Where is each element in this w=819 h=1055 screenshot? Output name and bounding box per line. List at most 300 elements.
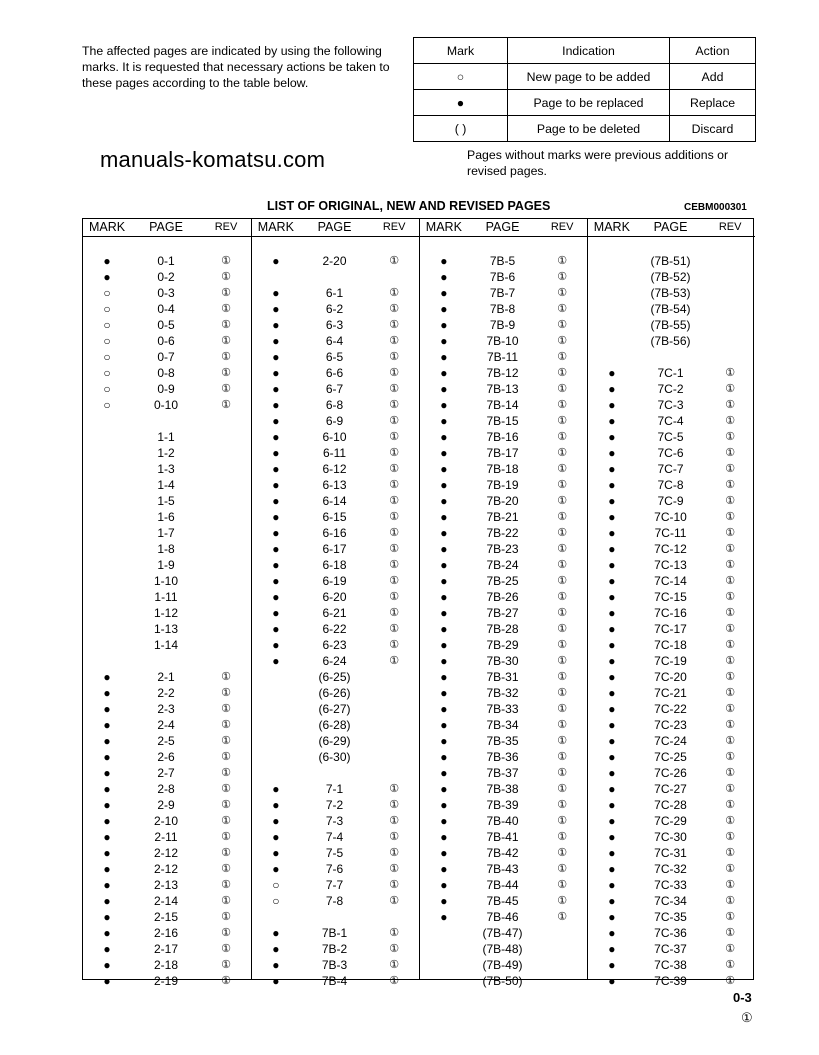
rev-cell: ① xyxy=(557,719,568,731)
mark-cell xyxy=(83,541,131,557)
page-cell: 7B-34 xyxy=(486,718,519,732)
mark-cell: ● xyxy=(608,414,616,428)
page-cell: (6-26) xyxy=(318,686,351,700)
rev-cell xyxy=(369,733,419,749)
mark-cell: ● xyxy=(608,734,616,748)
table-row xyxy=(420,365,587,381)
page-cell: 7B-42 xyxy=(486,846,519,860)
page-cell: 7C-17 xyxy=(654,622,687,636)
mark-cell xyxy=(83,653,131,669)
mark-cell: ● xyxy=(103,830,111,844)
mark-cell: ● xyxy=(272,606,280,620)
rev-cell: ① xyxy=(725,783,736,795)
page-cell: 6-17 xyxy=(322,542,347,556)
table-row xyxy=(588,749,755,765)
rev-cell: ① xyxy=(557,607,568,619)
mark-cell: ● xyxy=(608,750,616,764)
mark-cell: ● xyxy=(608,398,616,412)
page-cell: 7B-36 xyxy=(486,750,519,764)
table-row xyxy=(588,509,755,525)
page-cell: 1-9 xyxy=(157,558,175,572)
page-cell xyxy=(131,413,201,429)
rev-cell: ① xyxy=(725,527,736,539)
table-row xyxy=(420,285,587,301)
mark-cell: ● xyxy=(272,254,280,268)
mark-cell: ● xyxy=(608,894,616,908)
table-row xyxy=(83,461,251,477)
mark-cell: ● xyxy=(272,334,280,348)
table-row xyxy=(420,877,587,893)
header-mark: MARK xyxy=(257,220,294,234)
table-row xyxy=(420,397,587,413)
page-cell: 6-15 xyxy=(322,510,347,524)
rev-cell: ① xyxy=(725,415,736,427)
table-row xyxy=(83,317,251,333)
mark-cell: ○ xyxy=(103,302,111,316)
rev-cell: ① xyxy=(221,303,231,315)
page-cell: (7B-52) xyxy=(650,270,691,284)
rev-cell: ① xyxy=(557,303,568,315)
page-cell: 7B-31 xyxy=(486,670,519,684)
rev-cell: ① xyxy=(725,703,736,715)
rev-cell: ① xyxy=(725,815,736,827)
intro-text: The affected pages are indicated by using the following marks. It is requested that necessary actions be taken to these pages according to the table below. xyxy=(82,44,390,90)
rev-cell: ① xyxy=(557,703,568,715)
mark-cell: ● xyxy=(440,494,448,508)
page-cell: 2-14 xyxy=(153,894,179,908)
rev-cell xyxy=(201,509,251,525)
mark-cell: ○ xyxy=(103,318,111,332)
table-row xyxy=(252,877,419,893)
rev-cell: ① xyxy=(557,911,568,923)
page-cell: 0-6 xyxy=(157,334,175,348)
page-cell: 6-6 xyxy=(325,366,344,380)
mark-cell: ● xyxy=(608,382,616,396)
table-row xyxy=(83,701,251,717)
mark-cell: ● xyxy=(608,686,616,700)
mark-cell: ● xyxy=(608,878,616,892)
table-row xyxy=(252,253,419,269)
page-cell: 0-8 xyxy=(157,366,175,380)
page-cell: 6-16 xyxy=(322,526,347,540)
mark-cell xyxy=(420,973,468,989)
page-cell: 6-11 xyxy=(322,446,347,460)
mark-cell: ● xyxy=(272,318,280,332)
rev-cell: ① xyxy=(725,863,736,875)
mark-cell xyxy=(83,477,131,493)
rev-cell xyxy=(537,941,587,957)
mark-cell: ● xyxy=(440,462,448,476)
table-row xyxy=(83,733,251,749)
table-row xyxy=(252,845,419,861)
rev-cell: ① xyxy=(389,335,400,347)
rev-cell: ① xyxy=(221,719,231,731)
mark-cell: ● xyxy=(272,846,280,860)
table-row xyxy=(83,429,251,445)
mark-cell: ● xyxy=(272,974,280,988)
rev-cell xyxy=(201,541,251,557)
page-cell: 7C-20 xyxy=(654,670,687,684)
rev-cell xyxy=(201,477,251,493)
page-cell: 7C-13 xyxy=(654,558,687,572)
mark-cell: ● xyxy=(103,670,111,684)
page-cell: 7B-12 xyxy=(486,366,519,380)
table-row xyxy=(420,765,587,781)
rev-cell: ① xyxy=(389,543,400,555)
page-cell: 2-17 xyxy=(153,942,179,956)
rev-cell: ① xyxy=(725,559,736,571)
legend-mark: ○ xyxy=(414,64,508,90)
revised-pages-table xyxy=(82,218,754,988)
page-cell: 6-13 xyxy=(322,478,347,492)
table-row xyxy=(420,829,587,845)
page-cell: 7B-3 xyxy=(321,958,348,972)
rev-cell: ① xyxy=(389,559,400,571)
mark-cell: ● xyxy=(608,590,616,604)
table-row xyxy=(252,493,419,509)
rev-cell: ① xyxy=(725,687,736,699)
table-row xyxy=(420,749,587,765)
page-cell: 6-1 xyxy=(325,286,344,300)
mark-legend-table xyxy=(413,37,756,142)
header-rev: REV xyxy=(550,221,574,233)
rev-cell: ① xyxy=(725,431,736,443)
mark-cell: ● xyxy=(608,654,616,668)
rev-cell: ① xyxy=(221,383,231,395)
mark-cell: ● xyxy=(272,798,280,812)
mark-cell: ● xyxy=(440,862,448,876)
page-cell: 0-5 xyxy=(157,318,175,332)
page-cell: 7C-8 xyxy=(657,478,684,492)
table-row xyxy=(588,893,755,909)
rev-cell: ① xyxy=(557,847,568,859)
rev-cell: ① xyxy=(389,431,400,443)
page-cell: 7-5 xyxy=(325,846,344,860)
rev-cell: ① xyxy=(389,367,400,379)
table-row xyxy=(83,813,251,829)
table-row xyxy=(83,637,251,653)
mark-cell xyxy=(83,589,131,605)
rev-cell: ① xyxy=(389,847,400,859)
mark-cell: ● xyxy=(440,814,448,828)
page-cell: 7C-11 xyxy=(654,526,687,540)
mark-cell: ● xyxy=(608,846,616,860)
page-cell: 2-12 xyxy=(153,846,179,860)
rev-cell: ① xyxy=(725,607,736,619)
table-row xyxy=(588,797,755,813)
table-row xyxy=(420,429,587,445)
page-cell: (6-30) xyxy=(318,750,351,764)
mark-cell: ● xyxy=(272,478,280,492)
page-cell: 6-24 xyxy=(322,654,347,668)
page-cell: 7C-9 xyxy=(657,494,684,508)
page-cell: 0-2 xyxy=(157,270,175,284)
mark-cell: ● xyxy=(440,686,448,700)
mark-cell: ● xyxy=(440,750,448,764)
table-row xyxy=(588,333,755,349)
table-row xyxy=(588,397,755,413)
rev-cell xyxy=(705,349,755,365)
page-cell: 7C-12 xyxy=(654,542,687,556)
page-cell: 7C-39 xyxy=(654,974,687,988)
rev-cell: ① xyxy=(389,975,400,987)
rev-cell xyxy=(369,909,419,925)
mark-cell xyxy=(252,733,300,749)
page-cell: 7B-9 xyxy=(489,318,516,332)
mark-cell: ● xyxy=(272,590,280,604)
table-row xyxy=(420,621,587,637)
table-row xyxy=(252,893,419,909)
mark-cell: ● xyxy=(272,830,280,844)
mark-cell xyxy=(83,573,131,589)
mark-cell xyxy=(420,957,468,973)
page-cell: 7C-18 xyxy=(654,638,687,652)
mark-cell xyxy=(83,461,131,477)
rev-cell: ① xyxy=(557,575,568,587)
mark-cell: ● xyxy=(103,718,111,732)
table-row xyxy=(588,493,755,509)
table-row xyxy=(588,429,755,445)
table-row xyxy=(588,765,755,781)
page-cell: 7-4 xyxy=(325,830,344,844)
rev-cell: ① xyxy=(389,607,400,619)
mark-cell: ● xyxy=(440,446,448,460)
table-row xyxy=(83,509,251,525)
rev-cell: ① xyxy=(725,543,736,555)
page-cell: 2-2 xyxy=(157,686,175,700)
table-row xyxy=(420,605,587,621)
table-row xyxy=(252,509,419,525)
page-cell: 7B-45 xyxy=(486,894,519,908)
rev-cell: ① xyxy=(725,639,736,651)
rev-cell: ① xyxy=(221,735,231,747)
rev-cell: ① xyxy=(221,367,231,379)
page-cell: 7B-30 xyxy=(486,654,519,668)
page-cell: 1-8 xyxy=(157,542,175,556)
rev-cell xyxy=(369,701,419,717)
table-row xyxy=(420,493,587,509)
table-row xyxy=(588,477,755,493)
mark-cell xyxy=(588,269,636,285)
rev-cell xyxy=(201,621,251,637)
table-row xyxy=(83,381,251,397)
page-cell: (7B-55) xyxy=(650,318,691,332)
table-row xyxy=(420,445,587,461)
table-row xyxy=(588,541,755,557)
page-cell: 6-2 xyxy=(325,302,344,316)
table-row xyxy=(588,781,755,797)
rev-cell: ① xyxy=(221,927,231,939)
mark-cell: ● xyxy=(103,798,111,812)
mark-cell: ● xyxy=(608,670,616,684)
table-header xyxy=(420,219,587,237)
rev-cell xyxy=(369,269,419,285)
mark-cell xyxy=(588,253,636,269)
rev-cell xyxy=(201,493,251,509)
page-cell: 7B-39 xyxy=(486,798,519,812)
mark-cell: ● xyxy=(272,574,280,588)
rev-cell: ① xyxy=(221,911,231,923)
rev-cell: ① xyxy=(557,815,568,827)
rev-cell: ① xyxy=(389,255,400,267)
table-row xyxy=(420,653,587,669)
mark-cell: ● xyxy=(440,254,448,268)
table-row xyxy=(588,717,755,733)
rev-cell: ① xyxy=(725,799,736,811)
mark-cell: ● xyxy=(608,782,616,796)
table-row xyxy=(252,573,419,589)
page-cell: 7-1 xyxy=(325,782,344,796)
table-row xyxy=(420,893,587,909)
rev-cell: ① xyxy=(389,815,400,827)
mark-cell: ● xyxy=(440,430,448,444)
page-cell: 7-8 xyxy=(325,894,344,908)
mark-cell: ● xyxy=(608,574,616,588)
page-cell: 7C-25 xyxy=(654,750,687,764)
mark-cell: ● xyxy=(440,878,448,892)
table-row xyxy=(83,669,251,685)
mark-cell: ● xyxy=(440,350,448,364)
table-row xyxy=(83,541,251,557)
page-cell: 7B-38 xyxy=(486,782,519,796)
page-cell: 1-14 xyxy=(153,638,179,652)
rev-cell: ① xyxy=(221,863,231,875)
mark-cell: ● xyxy=(272,558,280,572)
table-row xyxy=(588,317,755,333)
mark-cell: ● xyxy=(608,958,616,972)
rev-cell: ① xyxy=(221,815,231,827)
page-cell: 6-4 xyxy=(325,334,344,348)
rev-cell: ① xyxy=(725,975,736,987)
table-header xyxy=(83,219,251,237)
note-content: Pages without marks were previous additions or revised pages. xyxy=(467,148,729,178)
mark-cell xyxy=(83,621,131,637)
rev-cell: ① xyxy=(557,463,568,475)
page-number: 0-3 xyxy=(733,990,752,1005)
table-row xyxy=(83,445,251,461)
rev-cell: ① xyxy=(557,543,568,555)
rev-cell: ① xyxy=(725,831,736,843)
mark-cell xyxy=(588,317,636,333)
table-row xyxy=(252,829,419,845)
mark-cell: ● xyxy=(272,414,280,428)
mark-cell: ● xyxy=(440,398,448,412)
rev-cell xyxy=(201,461,251,477)
page-cell: 7-2 xyxy=(325,798,344,812)
rev-cell: ① xyxy=(389,447,400,459)
mark-cell: ● xyxy=(440,334,448,348)
rev-cell xyxy=(369,765,419,781)
table-row xyxy=(420,957,587,973)
mark-cell: ● xyxy=(440,414,448,428)
rev-cell: ① xyxy=(221,287,231,299)
page-cell: 7C-2 xyxy=(657,382,684,396)
page-cell: 7C-16 xyxy=(654,606,687,620)
rev-cell: ① xyxy=(557,623,568,635)
table-row xyxy=(588,557,755,573)
page-cell: (7B-47) xyxy=(482,926,523,940)
rev-cell: ① xyxy=(389,479,400,491)
mark-cell xyxy=(252,909,300,925)
mark-cell: ● xyxy=(440,734,448,748)
table-row xyxy=(252,413,419,429)
mark-cell: ● xyxy=(272,958,280,972)
rev-cell: ① xyxy=(221,799,231,811)
rev-cell: ① xyxy=(557,447,568,459)
legend-header-mark: Mark xyxy=(414,38,508,64)
rev-cell: ① xyxy=(725,479,736,491)
rev-cell: ① xyxy=(389,879,400,891)
table-row xyxy=(252,269,419,285)
rev-cell: ① xyxy=(221,783,231,795)
page-cell: (6-28) xyxy=(318,718,351,732)
table-row xyxy=(420,333,587,349)
rev-cell: ① xyxy=(557,255,568,267)
page-cell: 0-7 xyxy=(157,350,175,364)
page-cell: 7B-4 xyxy=(321,974,348,988)
rev-cell: ① xyxy=(221,767,231,779)
mark-cell xyxy=(252,749,300,765)
table-row xyxy=(83,253,251,269)
table-row xyxy=(420,413,587,429)
page-cell: 7B-24 xyxy=(486,558,519,572)
header-rev: REV xyxy=(382,221,406,233)
rev-cell: ① xyxy=(557,511,568,523)
table-row xyxy=(252,301,419,317)
mark-cell: ○ xyxy=(272,894,280,908)
mark-cell: ● xyxy=(103,750,111,764)
mark-cell xyxy=(252,765,300,781)
page-cell: 6-9 xyxy=(325,414,344,428)
page-cell: 2-7 xyxy=(157,766,175,780)
mark-cell: ● xyxy=(440,798,448,812)
legend-action: Replace xyxy=(670,90,756,116)
rev-cell: ① xyxy=(557,399,568,411)
table-row xyxy=(252,317,419,333)
page-cell: 1-13 xyxy=(153,622,179,636)
page-cell: 6-14 xyxy=(322,494,347,508)
table-row xyxy=(252,781,419,797)
page-cell: 6-3 xyxy=(325,318,344,332)
table-column-group xyxy=(251,219,419,988)
list-title: LIST OF ORIGINAL, NEW AND REVISED PAGES xyxy=(267,199,551,213)
mark-cell: ● xyxy=(608,478,616,492)
table-row xyxy=(588,669,755,685)
table-row xyxy=(588,413,755,429)
page-cell: 6-12 xyxy=(322,462,347,476)
table-row xyxy=(83,301,251,317)
table-row xyxy=(588,845,755,861)
table-row xyxy=(588,909,755,925)
legend-header-indication: Indication xyxy=(508,38,670,64)
rev-cell: ① xyxy=(389,783,400,795)
page-cell: 1-4 xyxy=(157,478,175,492)
table-row xyxy=(420,461,587,477)
mark-cell: ● xyxy=(608,638,616,652)
table-row xyxy=(252,445,419,461)
rev-cell xyxy=(537,973,587,989)
rev-cell: ① xyxy=(725,399,736,411)
table-row xyxy=(83,797,251,813)
page-cell: (7B-53) xyxy=(650,286,691,300)
mark-cell xyxy=(252,669,300,685)
rev-cell: ① xyxy=(221,351,231,363)
mark-cell: ● xyxy=(608,814,616,828)
table-row xyxy=(83,525,251,541)
rev-cell: ① xyxy=(221,879,231,891)
table-row xyxy=(83,557,251,573)
page-cell: 2-18 xyxy=(153,958,179,972)
